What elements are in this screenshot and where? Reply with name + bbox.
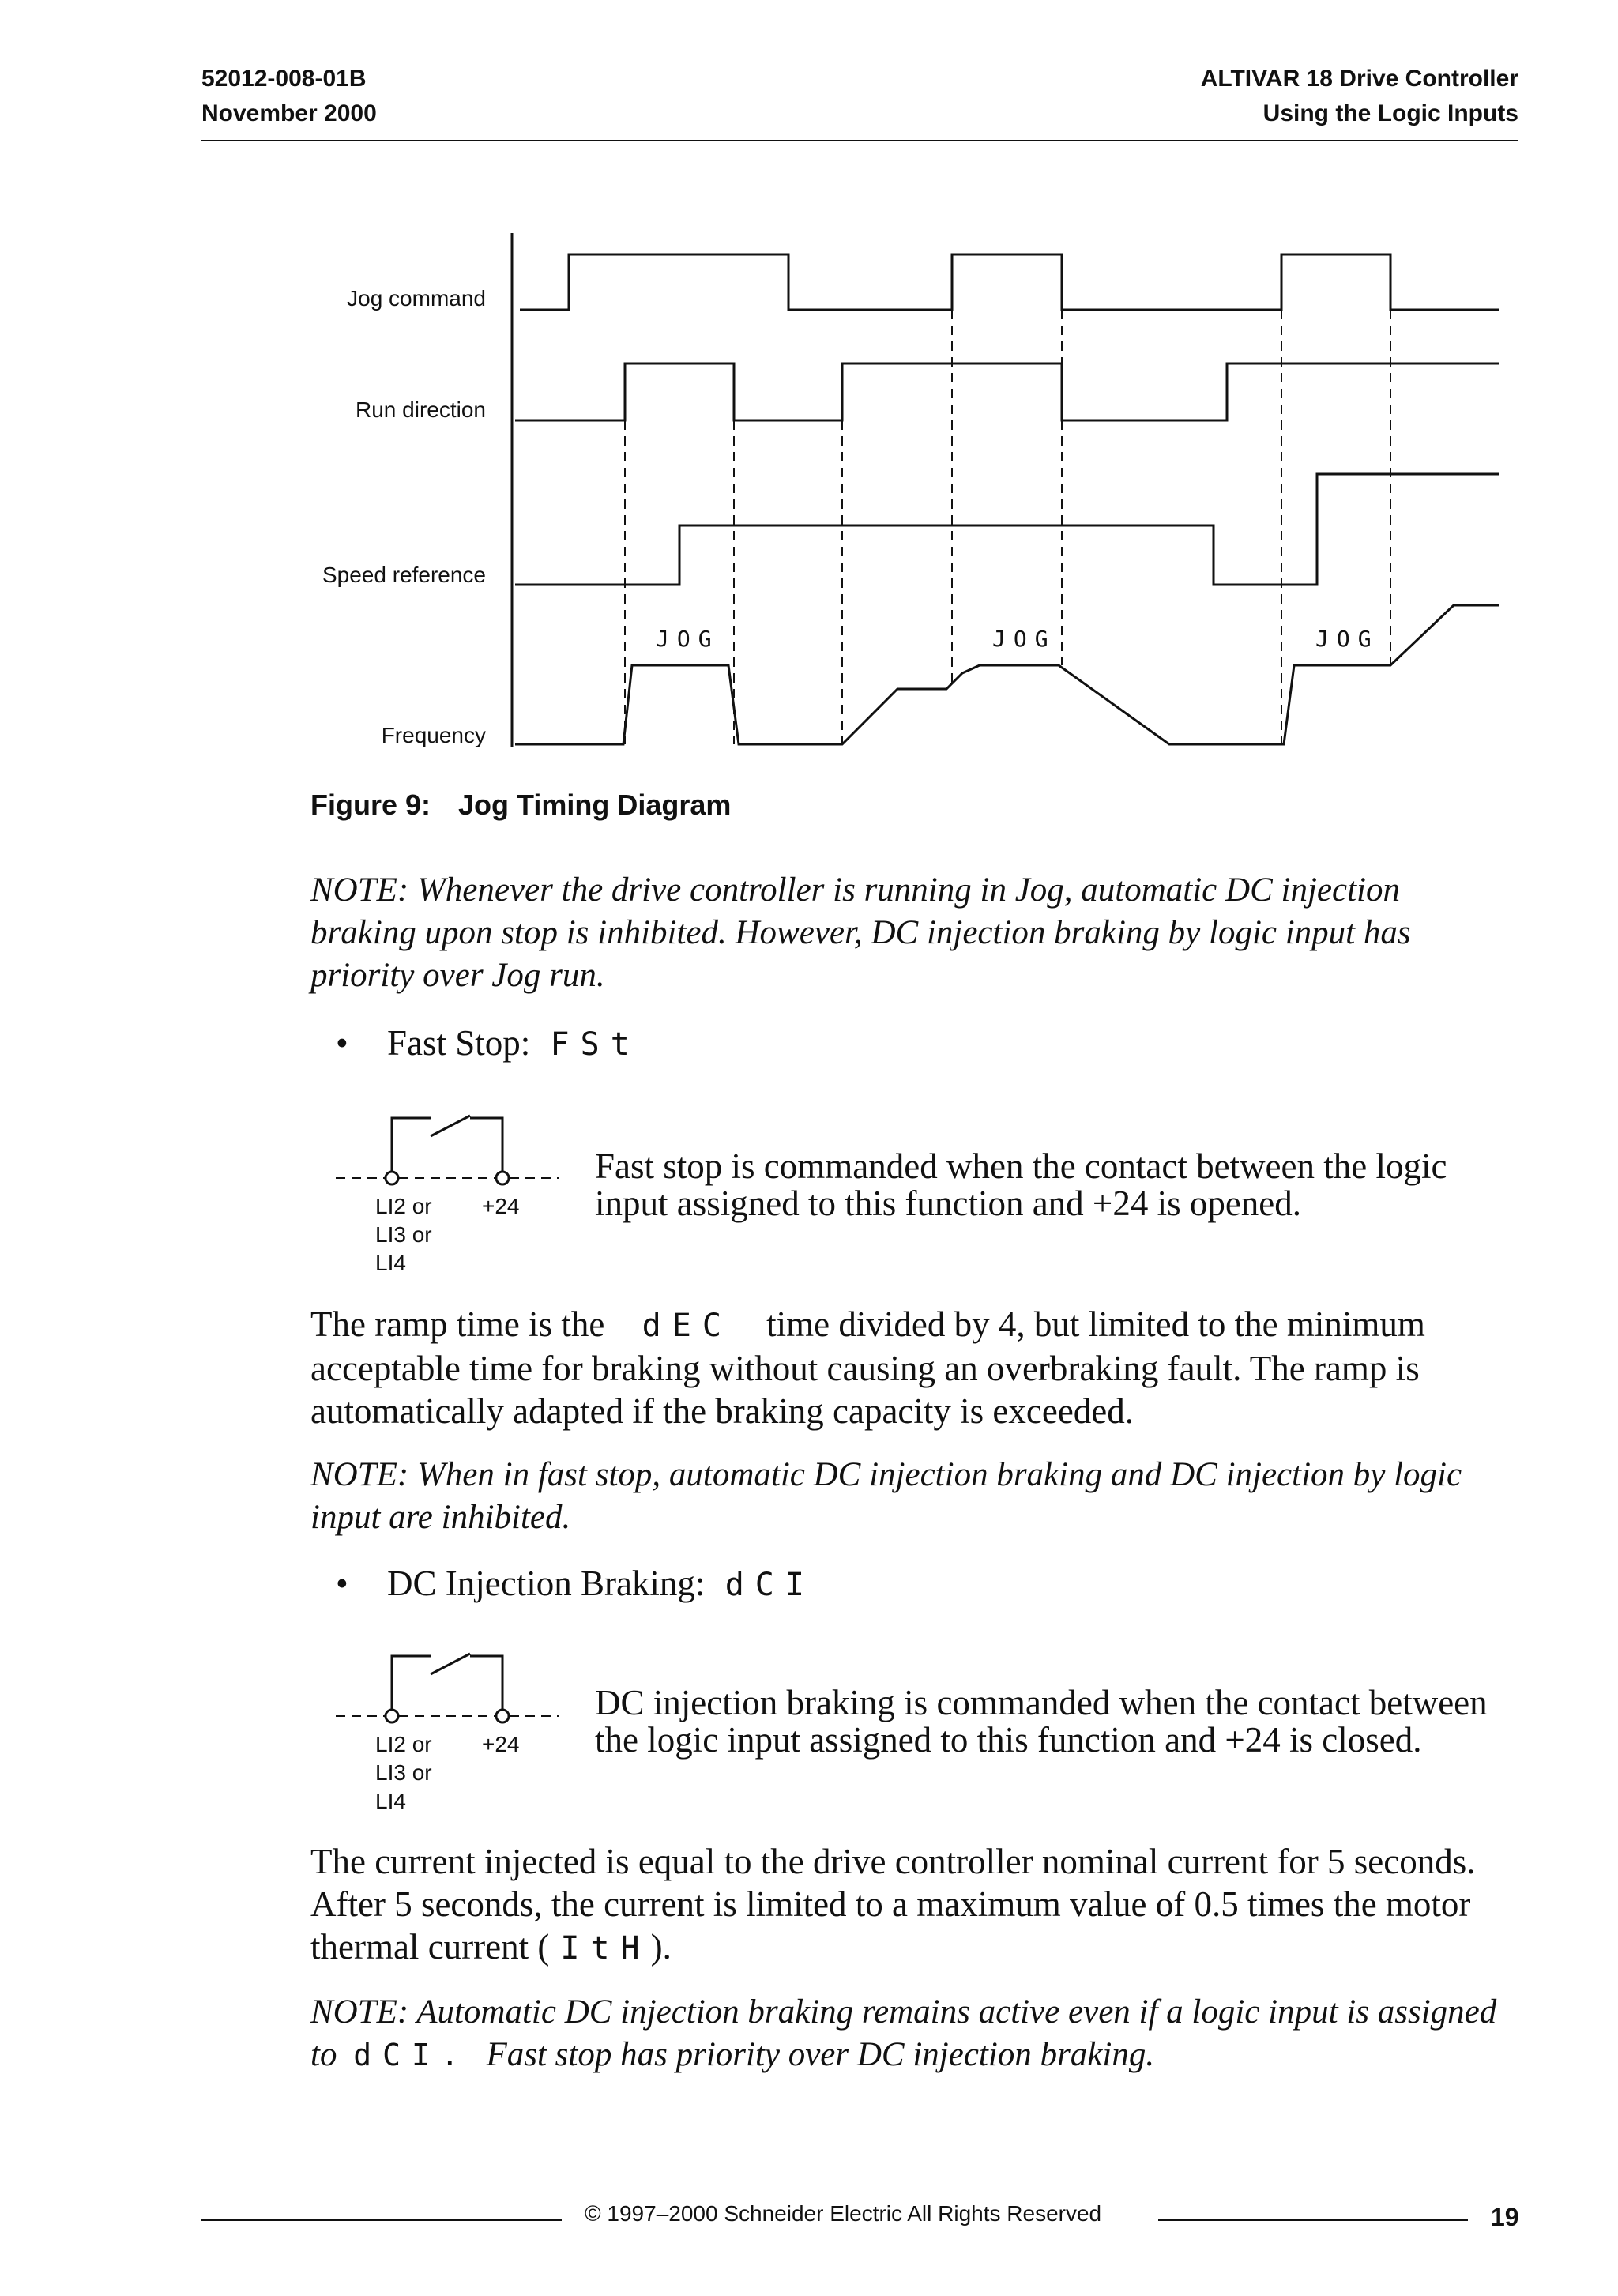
supply-label: +24 (482, 1732, 520, 1756)
current-close: ). (650, 1927, 672, 1967)
fast-stop-code: FSt (550, 1026, 641, 1063)
jog-note: NOTE: Whenever the drive controller is running in Jog, automatic DC injection braking upon stop is inhibited. However, DC injection braking by logic input has priority over Jog run. (310, 871, 1411, 994)
fast-stop-bullet: • (336, 1023, 348, 1063)
jog-label: JOG (992, 626, 1056, 652)
terminal-24v (496, 1710, 509, 1722)
run-direction-label: Run direction (356, 397, 486, 422)
dc-note-suffix: Fast stop has priority over DC injection braking. (486, 2036, 1155, 2073)
doc-date: November 2000 (201, 100, 377, 126)
input-label-2: LI3 or (375, 1222, 432, 1247)
input-label-2: LI3 or (375, 1760, 432, 1785)
fast-stop-note: NOTE: When in fast stop, automatic DC injection braking and DC injection by logic input are inhibited. (310, 1456, 1462, 1536)
dc-injection-label: DC Injection Braking: (387, 1564, 706, 1603)
figure-number: Figure 9: (310, 789, 431, 821)
figure-title: Jog Timing Diagram (458, 789, 732, 821)
doc-number: 52012-008-01B (201, 66, 367, 92)
dc-injection-description: DC injection braking is commanded when the contact between the logic input assigned to this function and +24 is closed. (595, 1683, 1488, 1760)
jog-label: JOG (1315, 626, 1379, 652)
input-label-1: LI2 or (375, 1194, 432, 1218)
current-code: ItH (560, 1930, 651, 1967)
supply-label: +24 (482, 1194, 520, 1218)
input-label-3: LI4 (375, 1251, 406, 1275)
dc-injection-note (310, 1991, 1527, 2076)
input-label-3: LI4 (375, 1789, 406, 1813)
speed-reference-label: Speed reference (322, 563, 486, 587)
ramp-prefix: The ramp time is the (310, 1304, 605, 1344)
product-title: ALTIVAR 18 Drive Controller (1200, 66, 1518, 92)
jog-label: JOG (656, 626, 720, 652)
footer-rule-right (1158, 2219, 1468, 2221)
copyright: © 1997–2000 Schneider Electric All Rights Reserved (585, 2201, 1102, 2226)
terminal-li (386, 1710, 398, 1722)
fast-stop-label: Fast Stop: (387, 1023, 531, 1063)
footer-rule-left (201, 2219, 562, 2221)
dc-note-code: dCI. (353, 2038, 470, 2072)
dc-injection-code: dCI (724, 1567, 815, 1603)
jog-command-label: Jog command (347, 286, 486, 311)
contact-switch (431, 1654, 470, 1674)
current-paragraph (310, 1840, 1527, 1970)
fast-stop-description: Fast stop is commanded when the contact between the logic input assigned to this function and +24 is opened. (595, 1146, 1447, 1223)
contact-right-leg (470, 1656, 502, 1711)
section-title: Using the Logic Inputs (1262, 100, 1518, 126)
frequency-label: Frequency (381, 723, 486, 747)
dc-injection-bullet: • (336, 1564, 348, 1603)
contact-left-leg (392, 1656, 431, 1711)
ramp-suffix: time divided by 4, but limited to the minimum acceptable time for braking without causing an overbraking fault. The ramp is automatically adapted if the braking capacity is exceeded. (310, 1304, 1425, 1431)
ramp-code: dEC (642, 1308, 732, 1344)
dc-note-prefix: NOTE: Automatic DC injection braking remains active even if a logic input is assigned to (310, 1993, 1497, 2073)
current-text: The current injected is equal to the drive controller nominal current for 5 seconds. After 5 seconds, the current is limited to a maximum value of 0.5 times the motor thermal current ( (310, 1842, 1476, 1967)
page-number: 19 (1491, 2203, 1519, 2231)
input-label-1: LI2 or (375, 1732, 432, 1756)
